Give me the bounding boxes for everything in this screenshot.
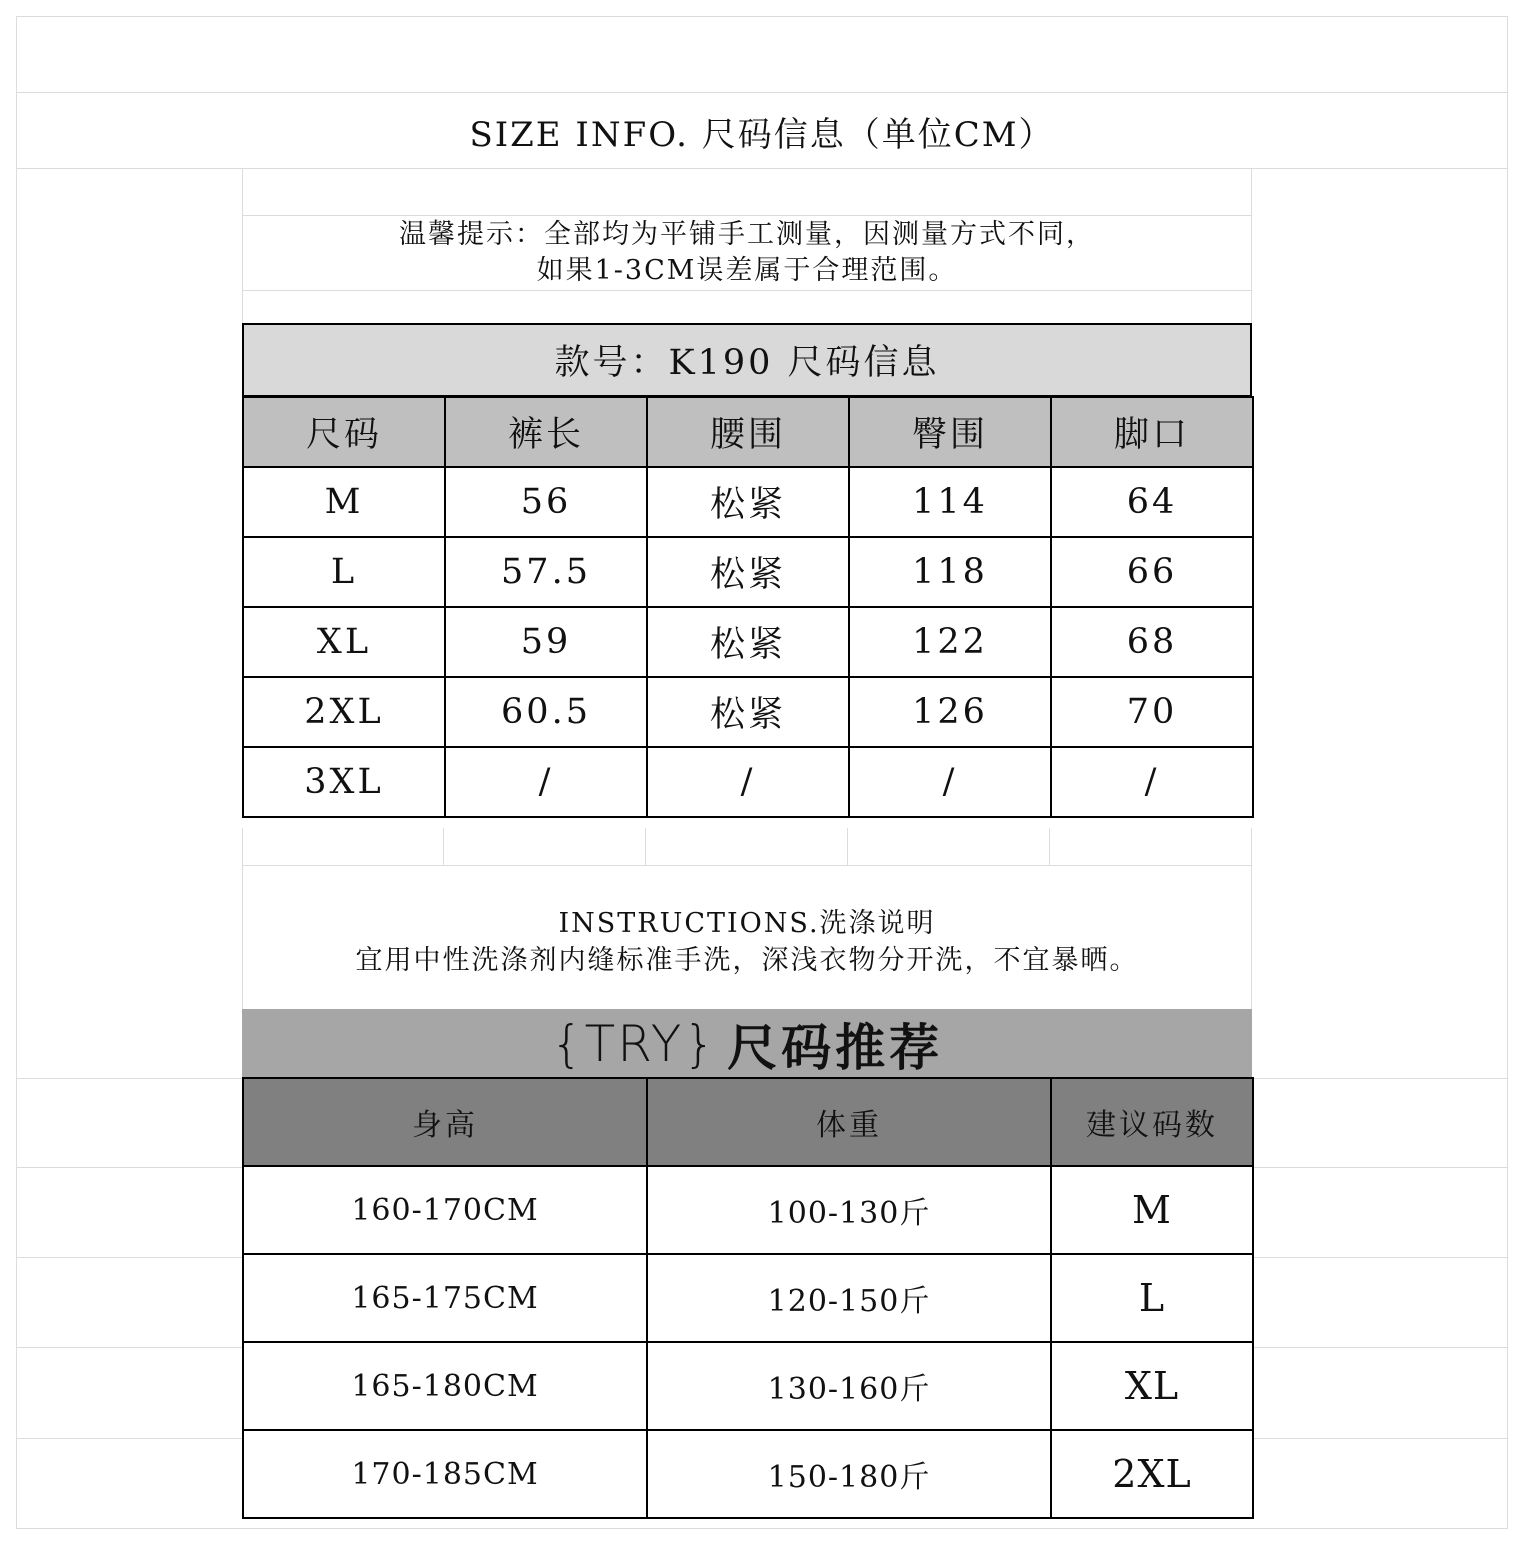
size-table [242, 396, 1254, 818]
table-row [243, 747, 1253, 817]
header-hip: 臀围 [849, 397, 1051, 467]
cell-hip: 122 [849, 607, 1051, 677]
header-size: 尺码 [243, 397, 445, 467]
cell-waist: / [647, 747, 849, 817]
cell-height: 165-175CM [243, 1254, 647, 1342]
cell-length: 60.5 [445, 677, 647, 747]
recommendation-table [242, 1077, 1254, 1519]
cell-length: 59 [445, 607, 647, 677]
table-row [243, 607, 1253, 677]
cell-hip: 118 [849, 537, 1051, 607]
table-row [243, 537, 1253, 607]
cell-suggested-size: XL [1051, 1342, 1253, 1430]
cell-weight: 130-160斤 [647, 1342, 1051, 1430]
cell-height: 170-185CM [243, 1430, 647, 1518]
cell-weight: 100-130斤 [647, 1166, 1051, 1254]
header-height: 身高 [243, 1078, 647, 1166]
cell-suggested-size: 2XL [1051, 1430, 1253, 1518]
measurement-tip [242, 216, 1252, 290]
table-row [243, 1342, 1253, 1430]
cell-hip: / [849, 747, 1051, 817]
cell-waist: 松紧 [647, 467, 849, 537]
cell-size: 2XL [243, 677, 445, 747]
cell-suggested-size: M [1051, 1166, 1253, 1254]
cell-hip: 114 [849, 467, 1051, 537]
page-title: SIZE INFO. 尺码信息（单位CM） [469, 114, 1055, 155]
recommend-title: 尺码推荐 [727, 1018, 944, 1077]
cell-length: / [445, 747, 647, 817]
size-recommendation-banner [242, 1009, 1252, 1079]
cell-waist: 松紧 [647, 607, 849, 677]
recommendation-header [243, 1078, 1253, 1166]
cell-suggested-size: L [1051, 1254, 1253, 1342]
cell-height: 165-180CM [243, 1342, 647, 1430]
care-instructions [242, 904, 1252, 980]
header-weight: 体重 [647, 1078, 1051, 1166]
instructions-heading: INSTRUCTIONS.洗涤说明 [558, 908, 936, 939]
header-leg-opening: 脚口 [1051, 397, 1253, 467]
header-suggested-size: 建议码数 [1051, 1078, 1253, 1166]
cell-size: L [243, 537, 445, 607]
tip-line-2: 如果1-3CM误差属于合理范围。 [536, 255, 958, 286]
tip-line-1: 温馨提示：全部均为平铺手工测量，因测量方式不同， [399, 219, 1095, 250]
cell-leg-opening: 68 [1051, 607, 1253, 677]
table-row [243, 467, 1253, 537]
cell-size: 3XL [243, 747, 445, 817]
header-waist: 腰围 [647, 397, 849, 467]
size-table-header [243, 397, 1253, 467]
size-table-title: 款号：K190 尺码信息 [242, 323, 1252, 397]
cell-weight: 120-150斤 [647, 1254, 1051, 1342]
table-row [243, 677, 1253, 747]
table-row [243, 1166, 1253, 1254]
header-length: 裤长 [445, 397, 647, 467]
instructions-text: 宜用中性洗涤剂内缝标准手洗，深浅衣物分开洗，不宜暴晒。 [355, 945, 1139, 976]
cell-leg-opening: / [1051, 747, 1253, 817]
try-label: {TRY} [550, 1015, 718, 1073]
table-row [243, 1254, 1253, 1342]
table-row [243, 1430, 1253, 1518]
cell-waist: 松紧 [647, 677, 849, 747]
cell-leg-opening: 64 [1051, 467, 1253, 537]
cell-size: M [243, 467, 445, 537]
cell-hip: 126 [849, 677, 1051, 747]
cell-weight: 150-180斤 [647, 1430, 1051, 1518]
cell-size: XL [243, 607, 445, 677]
cell-length: 57.5 [445, 537, 647, 607]
cell-leg-opening: 70 [1051, 677, 1253, 747]
cell-waist: 松紧 [647, 537, 849, 607]
cell-length: 56 [445, 467, 647, 537]
cell-leg-opening: 66 [1051, 537, 1253, 607]
cell-height: 160-170CM [243, 1166, 647, 1254]
